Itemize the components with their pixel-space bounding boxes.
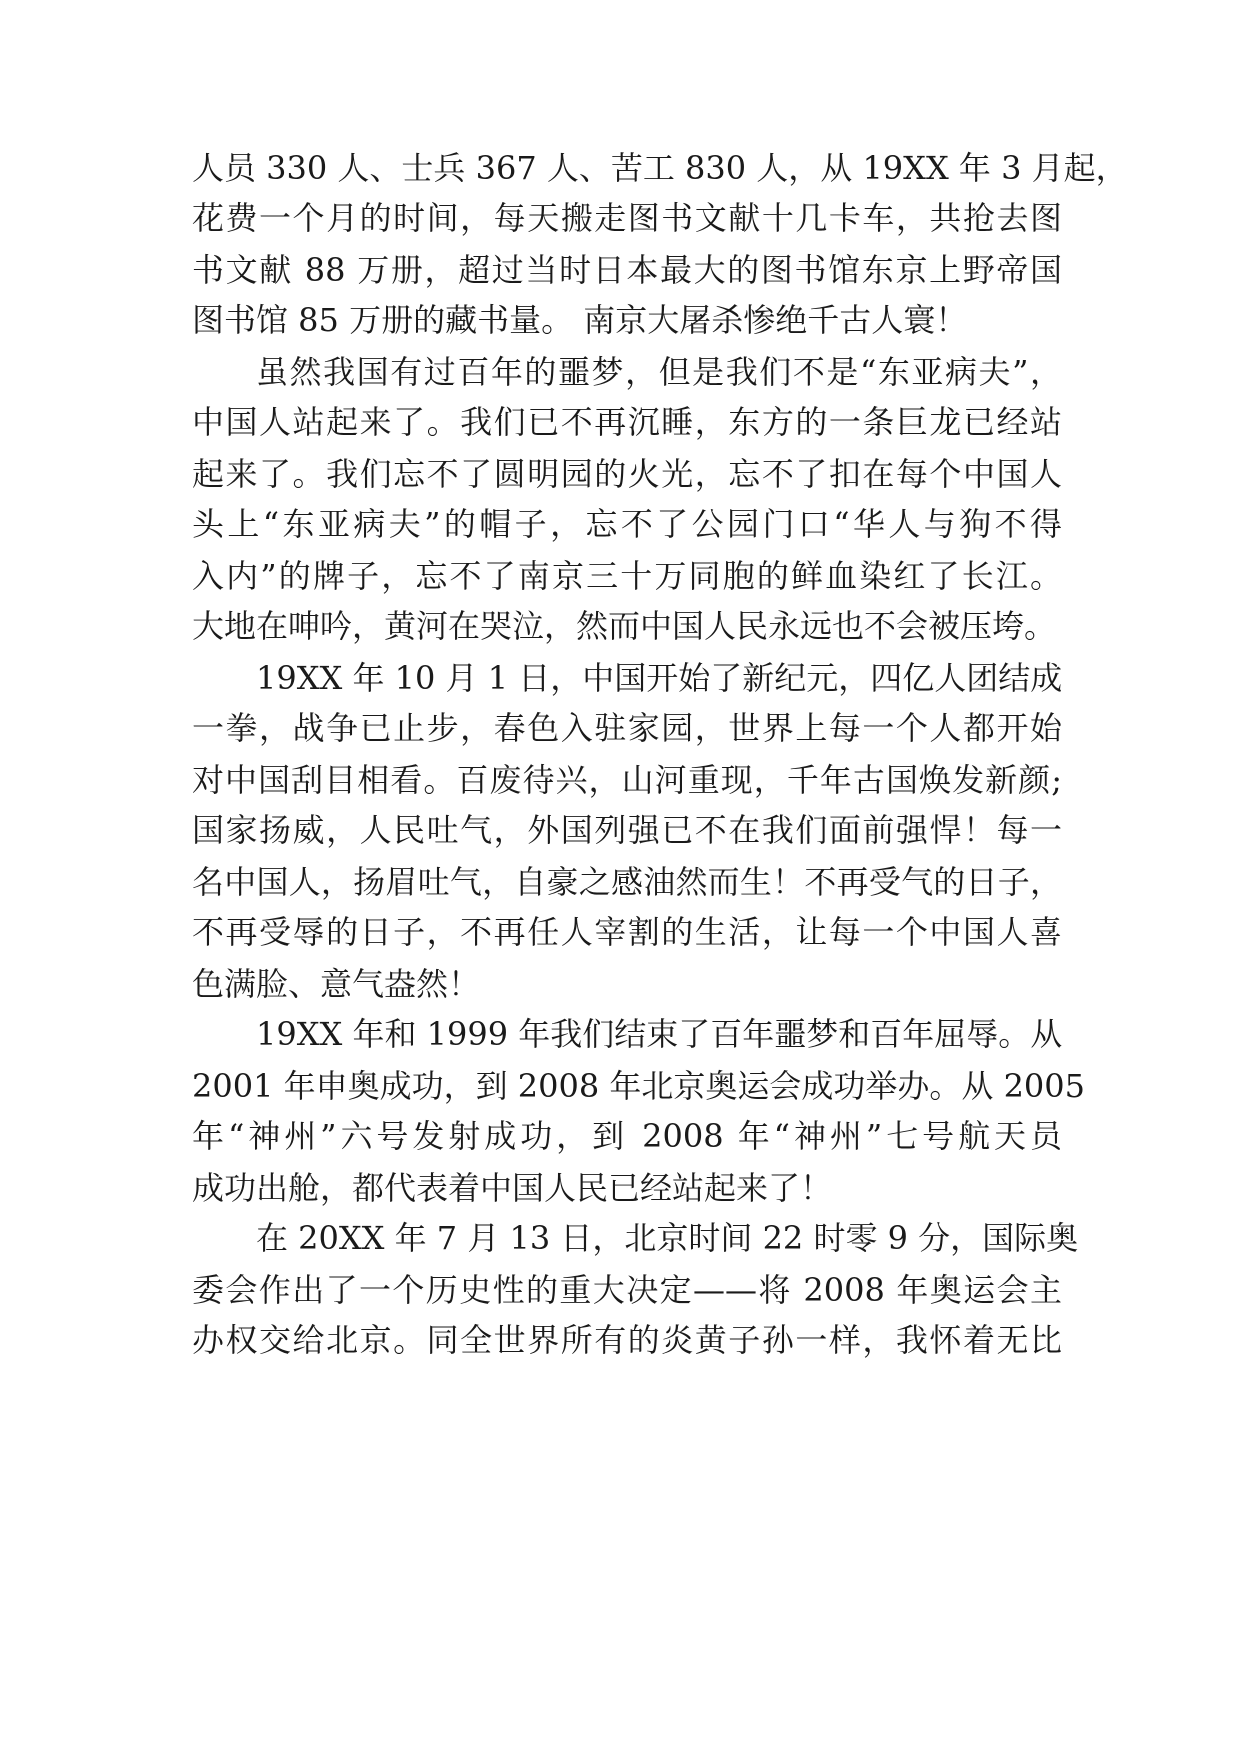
text-line: 年“神州”六号发射成功，到 2008 年“神州”七号航天员 — [192, 1117, 1062, 1155]
text-line: 名中国人，扬眉吐气，自豪之感油然而生！不再受气的日子， — [192, 863, 1062, 901]
text-line: 书文献 88 万册，超过当时日本最大的图书馆东京上野帝国 — [192, 251, 1062, 289]
text-line: 不再受辱的日子，不再任人宰割的生活，让每一个中国人喜 — [192, 913, 1062, 951]
text-line: 头上“东亚病夫”的帽子，忘不了公园门口“华人与狗不得 — [192, 505, 1062, 543]
text-line: 大地在呻吟，黄河在哭泣，然而中国人民永远也不会被压垮。 — [192, 607, 1057, 645]
text-line: 办权交给北京。同全世界所有的炎黄子孙一样，我怀着无比 — [192, 1321, 1062, 1359]
text-line: 入内”的牌子，忘不了南京三十万同胞的鲜血染红了长江。 — [192, 557, 1062, 595]
text-line: 图书馆 85 万册的藏书量。 南京大屠杀惨绝千古人寰！ — [192, 301, 968, 339]
text-line: 2001 年申奥成功，到 2008 年北京奥运会成功举办。从 2005 — [192, 1067, 1086, 1105]
text-line: 人员 330 人、士兵 367 人、苦工 830 人，从 19XX 年 3 月起， — [192, 149, 1128, 187]
text-line: 起来了。我们忘不了圆明园的火光，忘不了扣在每个中国人 — [192, 455, 1062, 493]
paragraph-first-line: 虽然我国有过百年的噩梦，但是我们不是“东亚病夫”， — [256, 353, 1062, 391]
text-line: 成功出舱，都代表着中国人民已经站起来了！ — [192, 1169, 833, 1207]
text-line: 色满脸、意气盎然！ — [192, 965, 481, 1003]
paragraph-first-line: 19XX 年和 1999 年我们结束了百年噩梦和百年屈辱。从 — [256, 1015, 1063, 1053]
text-line: 对中国刮目相看。百废待兴，山河重现，千年古国焕发新颜; — [192, 761, 1062, 799]
text-line: 委会作出了一个历史性的重大决定——将 2008 年奥运会主 — [192, 1271, 1062, 1309]
paragraph-first-line: 19XX 年 10 月 1 日，中国开始了新纪元，四亿人团结成 — [256, 659, 1063, 697]
text-line: 花费一个月的时间，每天搬走图书文献十几卡车，共抢去图 — [192, 199, 1062, 237]
text-line: 一拳，战争已止步，春色入驻家园，世界上每一个人都开始 — [192, 709, 1062, 747]
text-line: 国家扬威，人民吐气，外国列强已不在我们面前强悍！每一 — [192, 811, 1062, 849]
paragraph-first-line: 在 20XX 年 7 月 13 日，北京时间 22 时零 9 分，国际奥 — [256, 1219, 1079, 1257]
text-line: 中国人站起来了。我们已不再沉睡，东方的一条巨龙已经站 — [192, 403, 1062, 441]
